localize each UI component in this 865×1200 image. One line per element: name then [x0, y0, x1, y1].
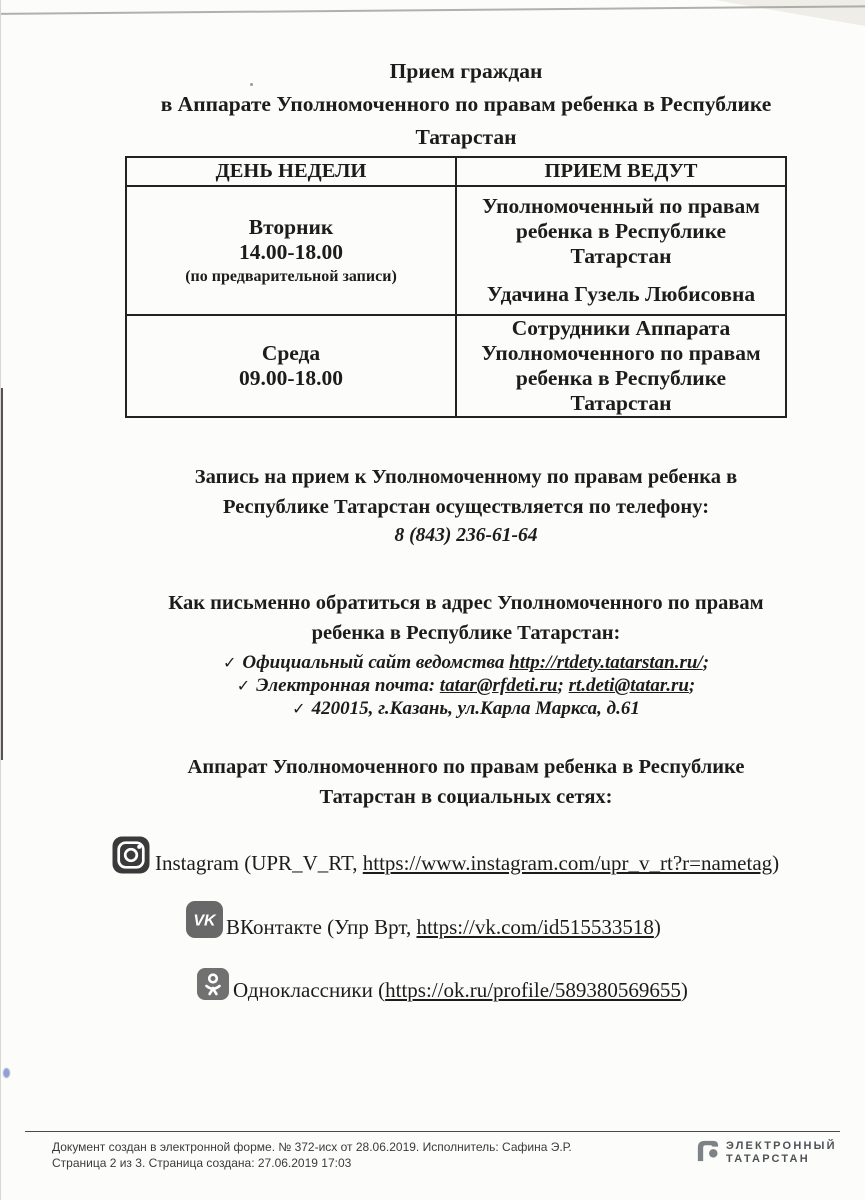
- social-row-vkontakte: [186, 901, 661, 944]
- reception-schedule-table: [125, 156, 787, 418]
- odnoklassniki-suffix: ): [680, 978, 688, 1002]
- day-note: (по предварительной записи): [185, 267, 397, 285]
- phone-section-heading: Запись на прием к Уполномоченному по правам ребенка в Республике Татарстан осуществляется по телефону:: [194, 466, 738, 518]
- receiver-cell-tuesday: [456, 186, 786, 315]
- scan-paper-edge: [0, 5, 865, 15]
- list-item-address: [106, 697, 826, 720]
- receiver-person: Удачина Гузель Любисовна: [486, 282, 756, 306]
- odnoklassniki-label: Одноклассники (: [233, 978, 386, 1002]
- day-time: 14.00-18.00: [239, 239, 343, 264]
- scan-left-edge-faint: [0, 0, 1, 1200]
- website-link: http://rtdety.tatarstan.ru/: [509, 652, 703, 673]
- instagram-text: [155, 851, 779, 876]
- receiver-cell-wednesday: [456, 315, 786, 417]
- checkmark-icon: ✓: [222, 653, 237, 672]
- vkontakte-link: https://vk.com/id515533518: [416, 915, 654, 939]
- instagram-suffix: ): [772, 851, 780, 875]
- footer-info: [52, 1139, 572, 1171]
- contact-list: [106, 651, 826, 720]
- vkontakte-suffix: ): [653, 915, 661, 939]
- logo-text-line-1: ЭЛЕКТРОННЫЙ: [726, 1140, 837, 1152]
- column-header-receivers: ПРИЕМ ВЕДУТ: [456, 157, 786, 186]
- contact-section: [106, 588, 826, 720]
- social-section-heading: Аппарат Уполномоченного по правам ребенка в Республике Татарстан в социальных сетях:: [187, 756, 745, 808]
- instagram-label: Instagram (UPR_V_RT,: [155, 851, 363, 875]
- social-row-instagram: [112, 836, 779, 880]
- day-cell-wednesday: [126, 315, 456, 417]
- checkmark-icon: ✓: [236, 676, 251, 695]
- footer-line-2: Страница 2 из 3. Страница создана: 27.06.2019 17:03: [52, 1156, 352, 1170]
- day-cell-tuesday: [126, 186, 456, 315]
- footer-line-1: Документ создан в электронной форме. № 372-исх от 28.06.2019. Исполнитель: Сафина Э.Р.: [52, 1140, 572, 1154]
- electronic-tatarstan-logo: [694, 1137, 837, 1169]
- receiver-org: Уполномоченный по правам ребенка в Республике Татарстан: [482, 194, 760, 268]
- table-row: [126, 186, 786, 315]
- social-row-odnoklassniki: [197, 968, 688, 1006]
- table-header-row: [126, 157, 786, 186]
- day-time: 09.00-18.00: [239, 366, 343, 390]
- phone-number: 8 (843) 236-61-64: [394, 525, 538, 546]
- svg-text:VK: VK: [193, 912, 216, 930]
- vkontakte-label: ВКонтакте (Упр Врт,: [226, 915, 417, 939]
- scan-corner-shadow: [715, 0, 865, 26]
- instagram-icon: [112, 836, 150, 880]
- electronic-tatarstan-logo-text: [726, 1140, 837, 1166]
- checkmark-icon: ✓: [292, 699, 306, 718]
- email-label: Электронная почта:: [256, 675, 440, 696]
- vkontakte-text: [226, 915, 661, 940]
- odnoklassniki-icon: [197, 968, 229, 1006]
- day-name: Среда: [261, 341, 321, 365]
- list-item-website: [106, 651, 826, 674]
- odnoklassniki-text: [233, 978, 688, 1003]
- footer-divider: [25, 1131, 840, 1132]
- phone-section: [106, 462, 826, 549]
- postal-address: 420015, г.Казань, ул.Карла Маркса, д.61: [311, 698, 640, 719]
- email-suffix: ;: [688, 675, 696, 696]
- website-label: Официальный сайт ведомства: [242, 652, 510, 673]
- email-separator: ;: [557, 675, 569, 696]
- column-header-day: ДЕНЬ НЕДЕЛИ: [126, 157, 456, 186]
- instagram-link: https://www.instagram.com/upr_v_rt?r=nametag: [362, 851, 773, 875]
- odnoklassniki-link: https://ok.ru/profile/589380569655: [385, 978, 681, 1002]
- document-title: Прием граждан в Аппарате Уполномоченного по правам ребенка в Республике Татарстан: [160, 59, 772, 149]
- list-item-email: [106, 674, 826, 697]
- day-name: Вторник: [248, 214, 334, 239]
- website-suffix: ;: [702, 652, 710, 673]
- contact-section-heading: Как письменно обратиться в адрес Уполномоченного по правам ребенка в Республике Татарстан:: [168, 592, 764, 644]
- vkontakte-icon: [186, 901, 223, 944]
- email-link-2: rt.deti@tatar.ru: [568, 675, 689, 696]
- email-link-1: tatar@rfdeti.ru: [439, 675, 558, 696]
- ink-speck: [3, 1068, 10, 1078]
- logo-text-line-2: ТАТАРСТАН: [726, 1153, 810, 1165]
- table-row: [126, 315, 786, 417]
- electronic-tatarstan-logo-icon: [694, 1137, 721, 1169]
- receiver-org: Сотрудники Аппарата Уполномоченного по правам ребенка в Республике Татарстан: [481, 316, 761, 415]
